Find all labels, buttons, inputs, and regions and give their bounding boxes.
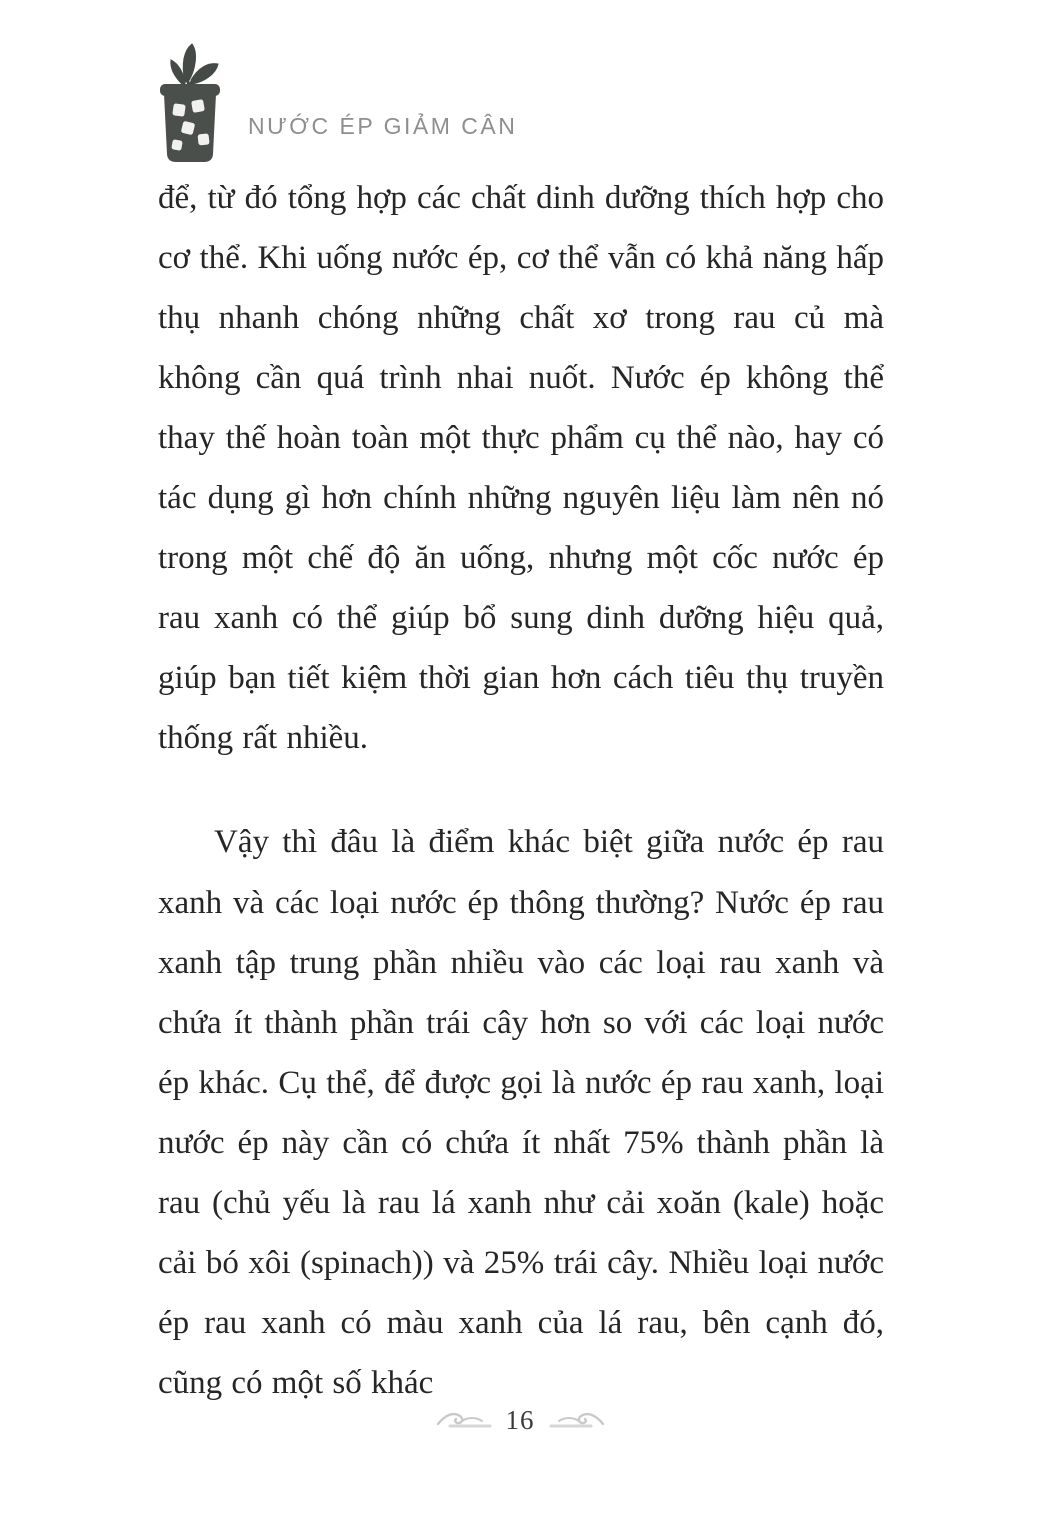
page-footer bbox=[0, 1405, 1040, 1436]
flourish-left-icon bbox=[436, 1410, 492, 1432]
page-header bbox=[158, 42, 882, 164]
page-body bbox=[158, 168, 884, 1413]
running-head-title: NƯỚC ÉP GIẢM CÂN bbox=[248, 113, 518, 139]
page-number: 16 bbox=[505, 1405, 535, 1435]
juice-jar-icon bbox=[158, 42, 222, 164]
flourish-right-icon bbox=[549, 1410, 605, 1432]
paragraph: Vậy thì đâu là điểm khác biệt giữa nước ép rau xanh và các loại nước ép thông thường? Nước ép rau xanh tập trung phần nhiều vào các loại rau xanh và chứa ít thành phần trái cây hơn so với các loại nước ép khác. Cụ thể, để được gọi là nước ép rau xanh, loại nước ép này cần có chứa ít nhất 75% thành phần là rau (chủ yếu là rau lá xanh như cải xoăn (kale) hoặc cải bó xôi (spinach)) và 25% trái cây. Nhiều loại nước ép rau xanh có màu xanh của lá rau, bên cạnh đó, cũng có một số khác bbox=[158, 824, 884, 1401]
paragraph: để, từ đó tổng hợp các chất dinh dưỡng thích hợp cho cơ thể. Khi uống nước ép, cơ thể vẫn có khả năng hấp thụ nhanh chóng những chất xơ trong rau củ mà không cần quá trình nhai nuốt. Nước ép không thể thay thế hoàn toàn một thực phẩm cụ thể nào, hay có tác dụng gì hơn chính những nguyên liệu làm nên nó trong một chế độ ăn uống, nhưng một cốc nước ép rau xanh có thể giúp bổ sung dinh dưỡng hiệu quả, giúp bạn tiết kiệm thời gian hơn cách tiêu thụ truyền thống rất nhiều. bbox=[158, 180, 884, 757]
